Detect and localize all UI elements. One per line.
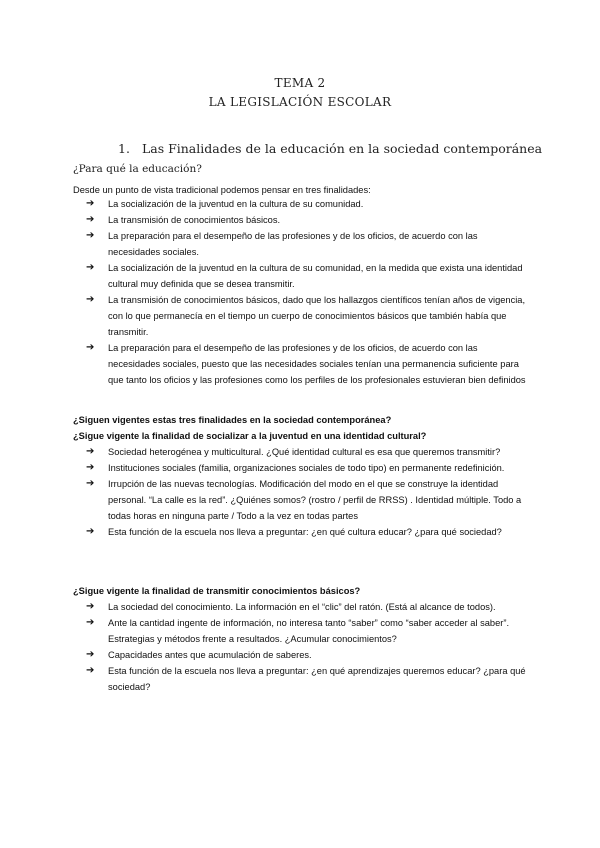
question-3: ¿Sigue vigente la finalidad de transmitir conocimientos básicos? — [73, 586, 361, 596]
title-line-1: TEMA 2 — [274, 76, 326, 90]
list-item: ➔ Esta función de la escuela nos lleva a preguntar: ¿en qué aprendizajes queremos educar? ¿para qué sociedad? — [86, 665, 526, 692]
section-heading — [118, 141, 542, 156]
arrow-right-icon: ➔ — [86, 198, 95, 209]
list-item: ➔ Instituciones sociales (familia, organizaciones sociales de todo tipo) en permanente redefinición. — [86, 460, 526, 476]
finalidades-list — [86, 196, 526, 388]
list-item: ➔ Irrupción de las nuevas tecnologías. Modificación del modo en el que se construye la identidad personal. “La calle es la red”. ¿Quiénes somos? (rostro / perfil de RRSS) . Identidad múltiple. Todo a todas horas en ninguna parte / Todo a la vez en todas partes — [86, 478, 522, 521]
arrow-right-icon: ➔ — [86, 526, 95, 537]
intro-text: Desde un punto de vista tradicional podemos pensar en tres finalidades: — [73, 185, 371, 195]
arrow-right-icon: ➔ — [86, 446, 95, 457]
list-item: ➔ La transmisión de conocimientos básicos, dado que los hallazgos científicos tenían años de vigencia, con lo que permanecía en el tiempo un cuerpo de conocimientos básicos que también había que transmitir. — [86, 294, 526, 337]
list-item: ➔ Sociedad heterogénea y multicultural. ¿Qué identidad cultural es esa que queremos transmitir? — [86, 444, 526, 460]
arrow-right-icon: ➔ — [86, 462, 95, 473]
list-item: ➔ La socialización de la juventud en la cultura de su comunidad, en la medida que exista una identidad cultural muy definida que se desea transmitir. — [86, 262, 523, 289]
list-item: ➔ La preparación para el desempeño de las profesiones y de los oficios, de acuerdo con las necesidades sociales. — [86, 230, 478, 257]
conocimientos-list — [86, 599, 526, 695]
section-heading-text: Las Finalidades de la educación en la sociedad contemporánea — [141, 141, 543, 156]
section-subheading: ¿Para qué la educación? — [73, 163, 202, 175]
arrow-right-icon: ➔ — [86, 601, 95, 612]
question-1: ¿Siguen vigentes estas tres finalidades en la sociedad contemporánea? — [73, 415, 392, 425]
arrow-right-icon: ➔ — [86, 262, 95, 273]
question-2: ¿Sigue vigente la finalidad de socializar a la juventud en una identidad cultural? — [73, 431, 427, 441]
list-item: ➔ La preparación para el desempeño de las profesiones y de los oficios, de acuerdo con las necesidades sociales, puesto que las necesidades sociales tenían una permanencia suficiente para que tanto los oficios y las profesiones como los perfiles de los profesionales estuvieran bien definidos — [86, 342, 526, 385]
arrow-right-icon: ➔ — [86, 230, 95, 241]
document-title — [0, 74, 600, 112]
arrow-right-icon: ➔ — [86, 342, 95, 353]
socializar-list — [86, 444, 526, 540]
list-item: ➔ La socialización de la juventud en la cultura de su comunidad. — [86, 196, 526, 212]
arrow-right-icon: ➔ — [86, 665, 95, 676]
title-line-2: LA LEGISLACIÓN ESCOLAR — [208, 95, 392, 109]
list-item: ➔ Esta función de la escuela nos lleva a preguntar: ¿en qué cultura educar? ¿para qué sociedad? — [86, 524, 526, 540]
section-number: 1. — [118, 141, 130, 156]
list-item: ➔ Capacidades antes que acumulación de saberes. — [86, 647, 526, 663]
arrow-right-icon: ➔ — [86, 214, 95, 225]
arrow-right-icon: ➔ — [86, 617, 95, 628]
arrow-right-icon: ➔ — [86, 294, 95, 305]
list-item: ➔ La sociedad del conocimiento. La información en el “clic” del ratón. (Está al alcance de todos). — [86, 599, 526, 615]
list-item: ➔ Ante la cantidad ingente de información, no interesa tanto “saber” como “saber acceder al saber”. Estrategias y métodos frente a resultados. ¿Acumular conocimientos? — [86, 617, 510, 644]
list-item: ➔ La transmisión de conocimientos básicos. — [86, 212, 526, 228]
arrow-right-icon: ➔ — [86, 649, 95, 660]
arrow-right-icon: ➔ — [86, 478, 95, 489]
